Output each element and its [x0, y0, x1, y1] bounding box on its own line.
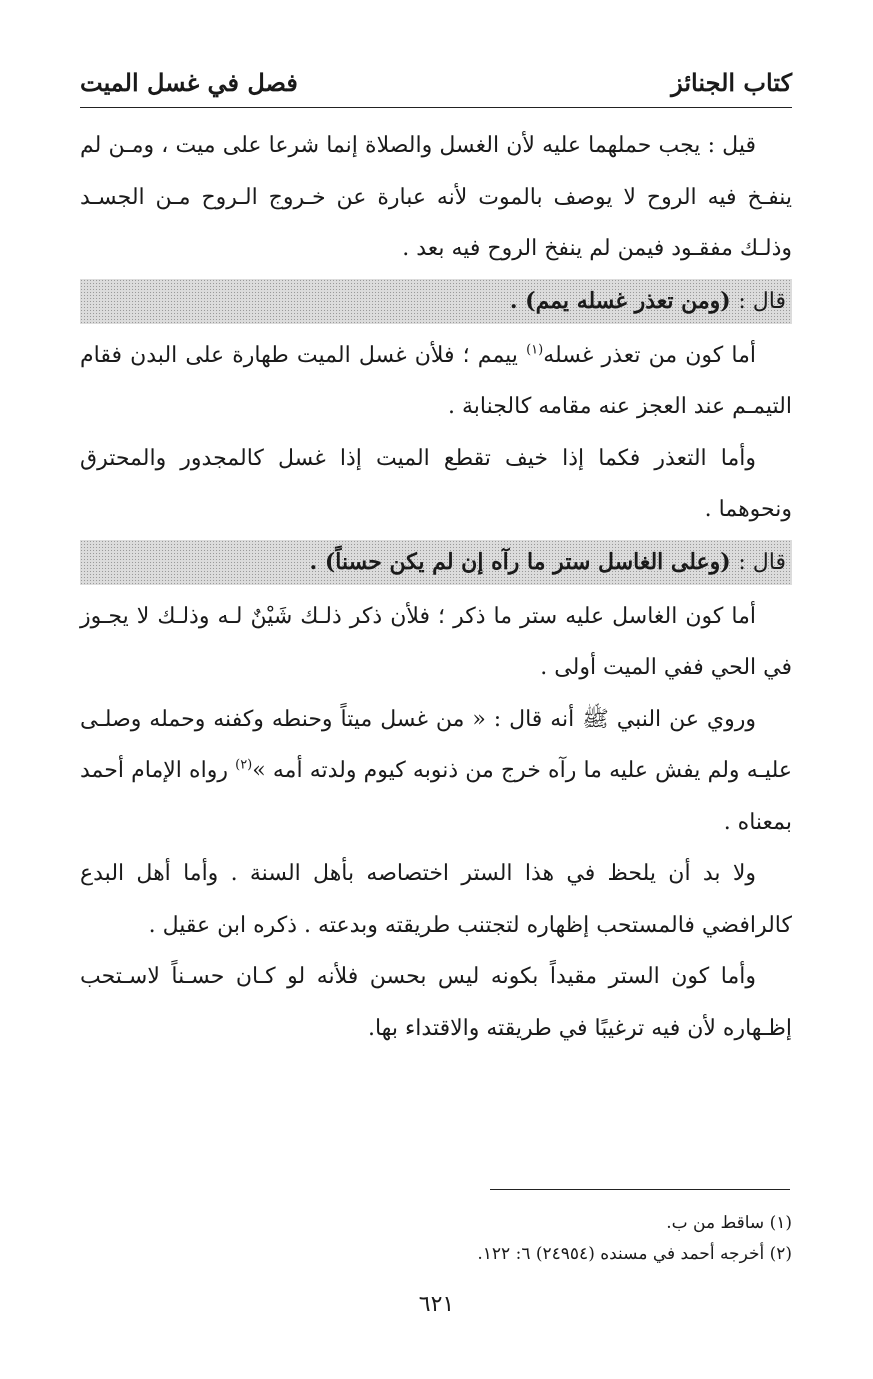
- paragraph-4: أما كون الغاسل عليه ستر ما ذكر ؛ فلأن ذكر ذلـك شَيْنٌ لـه وذلـك لا يجـوز في الحي ففي الميت أولى .: [80, 603, 792, 680]
- paragraph-5-start: وروي عن النبي ﷺ أنه قال : « من غسل ميتاً وحنطه وكفنه وحمله وصلـى عليـه ولم يفش عليه ما رآه خرج من ذنوبه كيوم ولدته أمه »: [80, 706, 792, 783]
- paragraph-2-end: ييمم ؛ فلأن غسل الميت طهارة على البدن فقام التيمـم عند العجز عنه مقامه كالجنابة .: [80, 342, 792, 419]
- book-title: كتاب الجنائز: [671, 67, 792, 97]
- matn-lead: قال :: [738, 549, 786, 575]
- matn-text: (ومن تعذر غسله يمم) .: [509, 287, 731, 314]
- paragraph-5-end: رواه الإمام أحمد بمعناه .: [80, 758, 792, 835]
- matn-lead: قال :: [738, 288, 786, 314]
- section-title: فصل في غسل الميت: [80, 67, 298, 97]
- paragraph-3: وأما التعذر فكما إذا خيف تقطع الميت إذا غسل كالمجدور والمحترق ونحوهما .: [80, 445, 792, 522]
- matn-text: (وعلى الغاسل ستر ما رآه إن لم يكن حسناً) .: [309, 548, 731, 575]
- paragraph-6: ولا بد أن يلحظ في هذا الستر اختصاصه بأهل السنة . وأما أهل البدع كالرافضي فالمستحب إظهاره لتجتنب طريقته وبدعته . ذكره ابن عقيل .: [80, 861, 792, 938]
- paragraph-7: وأما كون الستر مقيداً بكونه ليس بحسن فلأنه لو كـان حسـناً لاسـتحب إظـهاره لأن فيه ترغيبًا في طريقته والاقتداء بها.: [80, 964, 792, 1041]
- footnotes: [80, 1208, 792, 1270]
- body-text: [80, 120, 792, 1054]
- footnote-1: (١) ساقط من ب.: [666, 1213, 792, 1233]
- footnote-2: (٢) أخرجه أحمد في مسنده (٢٤٩٥٤) ٦: ١٢٢.: [477, 1244, 792, 1264]
- page-number: ٦٢١: [418, 1292, 455, 1317]
- header-rule: [80, 107, 792, 108]
- footnote-ref-2[interactable]: (٢): [235, 757, 253, 773]
- matn-heading-2: [80, 540, 792, 585]
- running-header: [80, 62, 792, 102]
- paragraph-1: قيل : يجب حملهما عليه لأن الغسل والصلاة إنما شرعا على ميت ، ومـن لم ينفـخ فيه الروح لا يوصف بالموت لأنه عبارة عن خـروج الـروح مـن الجسـد وذلـك مفقـود فيمن لم ينفخ الروح فيه بعد .: [80, 133, 792, 261]
- matn-heading-1: [80, 279, 792, 324]
- paragraph-2-start: أما كون من تعذر غسله: [543, 342, 756, 368]
- paragraph-5: [80, 694, 792, 849]
- footnote-rule: [490, 1189, 790, 1190]
- footnote-ref-1[interactable]: (١): [526, 342, 544, 358]
- paragraph-2: [80, 330, 792, 433]
